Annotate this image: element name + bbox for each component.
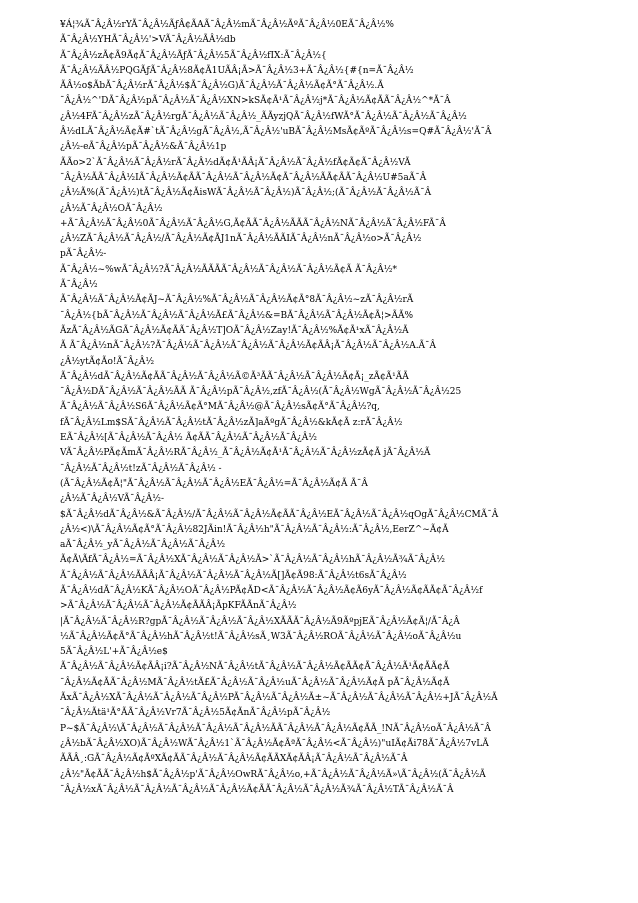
text-line: Ã¢Ã\ÃfÃ¯Â¿Â½=Ã¯Â¿Â½XÃ¯Â¿Â½Ã¯Â¿Â½Ã>`Ã¯Â¿Â½Ã¯Â¿Â½hÃ¯Â¿Â½Ã¾Ã¯Â¿Â½ bbox=[60, 555, 445, 566]
text-line: ¯Â¿Â½^'DÃ¯Â¿Â½pÃ¯Â¿Â½Ã¯Â¿Â½XN>kSÃ¢Ã¹Ã¯Â¿Â½j*Ã¯Â¿Â½Ã¢ÃÃ¯Â¿Â½^*Ã¯Â bbox=[60, 96, 451, 107]
text-line: ¯Â¿Â½Ã¯Â¿Â½t!zÃ¯Â¿Â½Ã¯Â¿Â½ - bbox=[60, 463, 222, 474]
text-line: ¯Â¿Â½{bÃ¯Â¿Â½Ã¯Â¿Â½Ã¯Â¿Â½Ã£Ã¯Â¿Â½&=BÃ¯Â¿Â½Ã¯Â¿Â½Ã¢Ã¦>ÃÃ% bbox=[60, 310, 414, 321]
text-line: Ã Ã¯Â¿Â½nÃ¯Â¿Â½?Ã¯Â¿Â½Ã¯Â¿Â½Ã¯Â¿Â½Ã¯Â¿Â½Ã¢ÃÂ¡Ã¯Â¿Â½Ã¯Â¿Â½A.Ã¯Â bbox=[60, 341, 437, 352]
text-line: ÃzÃ¯Â¿Â½ÃGÃ¯Â¿Â½Ã¢ÃÃ¯Â¿Â½T]OÃ¯Â¿Â½Zay!Ã¯Â¿Â½%Ã¢Ã¹xÃ¯Â¿Â½Ã bbox=[60, 325, 409, 336]
text-line: Ã¯Â¿Â½dÃ¯Â¿Â½Ã¢ÃÃ¯Â¿Â½Ã¯Â¿Â½Ã©Ã³ÃÃ¯Â¿Â½Ã¯Â¿Â½Ã¢Ã¡_zÃ¢Ã¹ÃÃ bbox=[60, 371, 409, 382]
text-line: ¿Â½bÃ¯Â¿Â½XO)Ã¯Â¿Â½WÃ¯Â¿Â½1`Ã¯Â¿Â½Ã¢ÃªÃ¯Â¿Â½<Ã¯Â¿Â½)"uIÃ¢Ãi78Ã¯Â¿Â½7vLÃ bbox=[60, 738, 489, 749]
text-line: (Ã¯Â¿Â½Ã¢Ã¦"Ã¯Â¿Â½Ã¯Â¿Â½Ã¯Â¿Â½EÃ¯Â¿Â½=Ã¯Â¿Â½Ã¢Ã Ã¯Â bbox=[60, 478, 368, 489]
text-line: ÃxÃ¯Â¿Â½XÃ¯Â¿Â½Ã¯Â¿Â½Ã¯Â¿Â½PÃ¯Â¿Â½Ã¯Â¿Â½Ã±~Ã¯Â¿Â½Ã¯Â¿Â½Ã¯Â¿Â½+JÃ¯Â¿Â½Ã bbox=[60, 693, 498, 704]
text-line: Ã¯Â¿Â½Ã¯Â¿Â½Ã¢ÃÂ¡i?Ã¯Â¿Â½NÃ¯Â¿Â½tÃ¯Â¿Â½Ã¯Â¿Â½Ã¢ÃÃ¢Ã¯Â¿Â½Ã¹Ã¢ÃÃ¢Ã bbox=[60, 662, 450, 673]
text-line: ÃÃÂ¸:GÃ¯Â¿Â½Ã¢ÃºXÃ¢ÃÃ¯Â¿Â½Ã¯Â¿Â½Ã¢ÃÃXÃ¢ÃÂ¡Ã¯Â¿Â½Ã¯Â¿Â½Ã¯Â bbox=[60, 754, 408, 765]
text-line: Ã¯Â¿Â½ÃÂ½PQGÃƒÃ¯Â¿Â½8Ã¢Ã1UÃÂ¡Ã>Ã¯Â¿Â½3+Ã¯Â¿Â½{#{n=Ã¯Â¿Â½ bbox=[60, 65, 414, 76]
text-line: ¿Â½-eÃ¯Â¿Â½pÃ¯Â¿Â½&Ã¯Â¿Â½1p bbox=[60, 142, 227, 153]
text-line: ¯Â¿Â½ÃÃ¯Â¿Â½IÃ¯Â¿Â½Ã¢ÃÃ¯Â¿Â½Ã¯Â¿Â½Ã¢Ã¯Â¿Â½ÃÃ¢ÃÃ¯Â¿Â½U#5aÃ¯Â bbox=[60, 172, 427, 183]
text-line: ¿Â½4FÃ¯Â¿Â½zÃ¯Â¿Â½rgÃ¯Â¿Â½Ã¯Â¿Â½_ÃÃyzjQÃ¯Â¿Â½fWÃ°Ã¯Â¿Â½Ã¯Â¿Â½Ã¯Â¿Â½ bbox=[60, 111, 467, 122]
text-line: ÃÂ½o$ÃbÃ¯Â¿Â½rÃ¯Â¿Â½$Ã¯Â¿Â½G)Ã¯Â¿Â½Ã¯Â¿Â½Ã¢Ã°Ã¯Â¿Â½.Ã bbox=[60, 81, 384, 92]
text-line: |Ã¯Â¿Â½Ã¯Â¿Â½R?gpÃ¯Â¿Â½Ã¯Â¿Â½Ã¯Â¿Â½XÃÃÃ¯Â¿Â½Ã9ÃºpjEÃ¯Â¿Â½Ã¢Ã¦/Ã¯Â¿Â bbox=[60, 616, 460, 627]
text-line: Ã¯Â¿Â½YHÃ¯Â¿Â½'>VÃ¯Â¿Â½ÃÂ½db bbox=[60, 35, 236, 46]
text-line: $Ã¯Â¿Â½dÃ¯Â¿Â½&Ã¯Â¿Â½/Ã¯Â¿Â½Ã¯Â¿Â½Ã¢ÃÃ¯Â¿Â½EÃ¯Â¿Â½Ã¯Â¿Â½qOgÃ¯Â¿Â½CMÃ¯Â bbox=[60, 509, 499, 520]
text-line: Â½dLÃ¯Â¿Â½Ã¢Ã#`tÃ¯Â¿Â½gÃ¯Â¿Â½,Ã¯Â¿Â½'uBÃ¯Â¿Â½MsÃ¢ÃºÃ¯Â¿Â½s=Q#Ã¯Â¿Â½'Ã¯Â bbox=[60, 127, 492, 138]
text-line: Ã¯Â¿Â½Ã¯Â¿Â½ÃÃÂ¡Ã¯Â¿Â½Ã¯Â¿Â½Ã¯Â¿Â½Ã[]Ã¢Ã98:Ã¯Â¿Â½t6sÃ¯Â¿Â½ bbox=[60, 570, 407, 581]
text-line: ¯Â¿Â½xÃ¯Â¿Â½Ã¯Â¿Â½Ã¯Â¿Â½Ã¯Â¿Â½Ã¢ÃÃ¯Â¿Â½Ã¯Â¿Â½Ã¾Ã¯Â¿Â½TÃ¯Â¿Â½Ã¯Â bbox=[60, 784, 454, 795]
garbled-text-block bbox=[60, 18, 580, 798]
text-line: ¥Á¦¾Ã¯Â¿Â½rYÃ¯Â¿Â½ÃƒÂ¢ÃAÃ¯Â¿Â½mÃ¯Â¿Â½ÃºÃ¯Â¿Â½0EÃ¯Â¿Â½% bbox=[60, 20, 394, 30]
text-line: P~$Ã¯Â¿Â½\Ã¯Â¿Â½Ã¯Â¿Â½Ã¯Â¿Â½Ã¯Â¿Â½ÃÃ¯Â¿Â½Ã¯Â¿Â½Ã¢ÃÃ_!NÃ¯Â¿Â½oÃ¯Â¿Â½Ã¯Â bbox=[60, 723, 491, 734]
text-line: EÃ¯Â¿Â½[Ã¯Â¿Â½Ã¯Â¿Â½ Ã¢ÃÃ¯Â¿Â½Ã¯Â¿Â½Ã¯Â¿Â½ bbox=[60, 433, 317, 444]
text-line: ¯Â¿Â½Ãtä¹Ã°ÃÃ¯Â¿Â½Vr7Ã¯Â¿Â½5Ã¢ÃnÃ¯Â¿Â½pÃ¯Â¿Â½ bbox=[60, 708, 331, 719]
text-line: ¯Â¿Â½Ã¢ÃÃ¯Â¿Â½MÃ¯Â¿Â½tÃ£Ã¯Â¿Â½Ã¯Â¿Â½uÃ¯Â¿Â½Ã¯Â¿Â½Ã¢Ã pÃ¯Â¿Â½Ã¢Ã bbox=[60, 677, 450, 688]
text-line: ¿Â½Ã%(Ã¯Â¿Â½)tÃ¯Â¿Â½Ã¢ÃisWÃ¯Â¿Â½Ã¯Â¿Â½)Ã¯Â¿Â½;(Ã¯Â¿Â½Ã¯Â¿Â½Ã¯Â bbox=[60, 188, 432, 199]
text-line: Ã¯Â¿Â½ bbox=[60, 280, 98, 291]
text-line: fÃ¯Â¿Â½Lm$SÃ¯Â¿Â½Ã¯Â¿Â½tÃ¯Â¿Â½zÃ]aÃºgÃ¯Â¿Â½&kÃ¢Ã z:rÃ¯Â¿Â½ bbox=[60, 417, 403, 428]
text-line: ½Ã¯Â¿Â½Ã¢Ã°Ã¯Â¿Â½hÃ¯Â¿Â½t!Ã¯Â¿Â½sÃ¸W3Ã¯Â¿Â½ROÃ¯Â¿Â½Ã¯Â¿Â½oÃ¯Â¿Â½u bbox=[60, 631, 462, 642]
text-line: Ã¯Â¿Â½Ã¯Â¿Â½S6Ã¯Â¿Â½Ã¢Ã°MÃ¯Â¿Â½@Ã¯Â¿Â½sÃ¢Ã°Ã¯Â¿Â½?q, bbox=[60, 402, 380, 413]
text-line: Ã¯Â¿Â½~%wÃ¯Â¿Â½?Ã¯Â¿Â½ÃÃÃÃ¯Â¿Â½Ã¯Â¿Â½Ã¯Â¿Â½Ã¢Ã Ã¯Â¿Â½* bbox=[60, 264, 398, 275]
text-line: Ã¯Â¿Â½zÃ¢Ã9Ã¢Ã¯Â¿Â½ÃƒÃ¯Â¿Â½5Ã¯Â¿Â½fIX:Ã¯Â¿Â½{ bbox=[60, 50, 327, 61]
text-line: Ã¯Â¿Â½Ã¯Â¿Â½Ã¢ÃJ~Ã¯Â¿Â½%Ã¯Â¿Â½Ã¯Â¿Â½Ã¢Ã°8Ã¯Â¿Â½~zÃ¯Â¿Â½rÃ bbox=[60, 295, 414, 306]
text-line: >Ã¯Â¿Â½Ã¯Â¿Â½Ã¯Â¿Â½Ã¢ÃÃÂ¡ÃpKFÃÃnÃ¯Â¿Â½ bbox=[60, 601, 297, 612]
text-line: ¿Â½ytÃ¢Ão!Ã¯Â¿Â½ bbox=[60, 356, 155, 367]
text-line: ¿Â½"Ã¢ÃÃ¯Â¿Â½h$Ã¯Â¿Â½p'Ã¯Â¿Â½OwRÃ¯Â¿Â½o,+Ã¯Â¿Â½Ã¯Â¿Â½Ã»\Ã¯Â¿Â½(Ã¯Â¿Â½Ã bbox=[60, 769, 486, 780]
text-line: VÃ¯Â¿Â½PÃ¢ÃmÃ¯Â¿Â½RÃ¯Â¿Â½_Ã¯Â¿Â½Ã¢Ã¹Ã¯Â¿Â½Ã¯Â¿Â½zÃ¢Ã jÃ¯Â¿Â½Ã bbox=[60, 448, 431, 459]
text-line: ¿Â½Ã¯Â¿Â½OÃ¯Â¿Â½ bbox=[60, 203, 163, 214]
text-line: ¿Â½<)\Ã¯Â¿Â½Ã¢Ã°Ã¯Â¿Â½82JÃin!Ã¯Â¿Â½h"Ã¯Â¿Â½Ã¯Â¿Â½:Ã¯Â¿Â½,EerZ^~Ã¢Ã bbox=[60, 524, 449, 535]
text-line: ¿Â½Ã¯Â¿Â½VÃ¯Â¿Â½- bbox=[60, 494, 165, 505]
text-line: ÃÃo>2`Ã¯Â¿Â½Ã¯Â¿Â½rÃ¯Â¿Â½dÃ¢Ã¹ÃÂ¡Ã¯Â¿Â½Ã¯Â¿Â½fÃ¢Ã¢Ã¯Â¿Â½VÃ bbox=[60, 157, 411, 168]
text-line: ¿Â½ZÃ¯Â¿Â½Ã¯Â¿Â½/Ã¯Â¿Â½Ã¢ÃJ1nÃ¯Â¿Â½ÃÃIÃ¯Â¿Â½nÃ¯Â¿Â½o>Ã¯Â¿Â½ bbox=[60, 234, 422, 245]
text-line: ¯Â¿Â½DÃ¯Â¿Â½Ã¯Â¿Â½ÃÃ Ã¯Â¿Â½pÃ¯Â¿Â½,zfÃ¯Â¿Â½(Ã¯Â¿Â½WgÃ¯Â¿Â½Ã¯Â¿Â½25 bbox=[60, 387, 462, 398]
text-line: pÃ¯Â¿Â½- bbox=[60, 249, 107, 260]
text-line: aÃ¯Â¿Â½_yÃ¯Â¿Â½Ã¯Â¿Â½Ã¯Â¿Â½ bbox=[60, 540, 226, 551]
text-line: 5Ã¯Â¿Â½L'+Ã¯Â¿Â½e$ bbox=[60, 647, 168, 658]
text-line: +Ã¯Â¿Â½Ã¯Â¿Â½0Ã¯Â¿Â½Ã¯Â¿Â½G,Ã¢ÃÃ¯Â¿Â½ÃÃÃ¯Â¿Â½NÃ¯Â¿Â½Ã¯Â¿Â½FÃ¯Â bbox=[60, 218, 446, 229]
text-line: Ã¯Â¿Â½dÃ¯Â¿Â½KÃ¯Â¿Â½OÃ¯Â¿Â½PÃ¢ÃD<Ã¯Â¿Â½Ã¯Â¿Â½Ã¢Ã6yÃ¯Â¿Â½Ã¢ÃÃ¢Ã¯Â¿Â½f bbox=[60, 585, 483, 596]
